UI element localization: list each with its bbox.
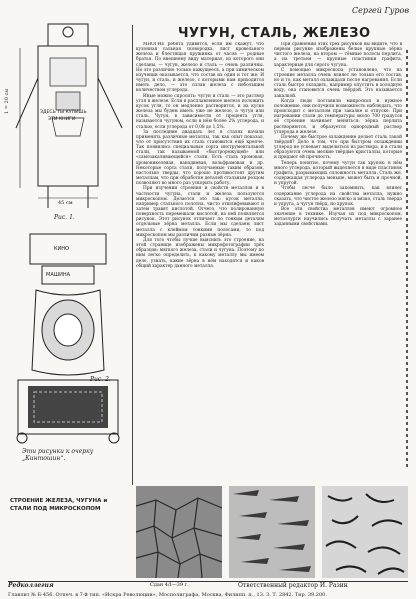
roll-label-top: КИНО [54, 246, 69, 252]
figure-1-drawing [8, 18, 130, 228]
figure-note: Эти рисунки к очерку „Кинтошин“. [22, 448, 94, 462]
footer-editor: Ответственный редактор И. Разин [238, 582, 348, 589]
micrograph-cast-iron [322, 486, 408, 578]
paragraph: При сравнении этих трёх рисунков вы видите, что в первом рисунке изображены белые крупные зёрна чистого железа, на втором — тёмные полосы перлита, а на третьем — крупные пластинки графита, характерные для серого чугуна. [274, 42, 402, 68]
micrograph-iron [136, 486, 222, 578]
dimension-vertical: 1 = 20 см [4, 88, 10, 114]
micrograph-title: СТРОЕНИЕ ЖЕЛЕЗА, ЧУГУНА и СТАЛИ ПОД МИКРОСКОПОМ [10, 498, 108, 512]
figure-2-drawing [8, 230, 130, 470]
paragraph: Для того чтобы лучше выяснить это строение, на этой странице изображены микрофотографии трёх образцов: мягкого железа, стали и чугуна. Поэтому по ним легко определить, к какому металлу мы имеем дело, узнать, какие зёрна в нём находятся и каков общий характер данного металла. [136, 237, 264, 269]
figure-1-caption: Рис. 1. [54, 214, 75, 221]
paragraph: При изучении строения и свойств металлов и в частности чугуна, стали и железа пользуются микроскопом. Делается это так: кусок металла, например стального полотна, чисто отшлифовывают и затем травят кислотой. Отчего, что полированную поверхность перемешали кислотой, на ней появляется рисунок. Этот рисунок отличает по тонким деталям отдельные зёрна металла. Если мы сделаем лист металла с клеймом тонкими полосами, то под микроскопом мы различим разные зёрна. [136, 186, 264, 238]
page-edge-dots [406, 50, 408, 470]
footer-date: Сдан 4/I—39 г. [150, 582, 189, 588]
paragraph: Почему же быстрое охлаждение делает сталь такой твёрдой? Дело в том, что при быстром охлаждении углерод не успевает выделиться из раствора, и в стали образуются очень мелкие твёрдые кристаллы, которые и придают ей прочность. [274, 134, 402, 161]
footer-rule [8, 581, 408, 582]
paragraph: За последние двадцать лет в сталях начали применять различные металлы, так как опыт показал, что от присутствия их сталь становится ещё крепче. Так появились специальные сорта инструментальной стали, так называемой «быстрорежущей» или «самозакаливающейся» стали. Есть сталь хромовая, хромоникелевая, ванадиевая, вольфрамовая и др. Некоторые сорта стали, получаемые таким образом, настолько тверды, что хорошо противостоят другим металлам, что при обработке деталей стальным резцом позволяют во много раз ускорить работу. [136, 129, 264, 187]
sign-text-bottom: ЭТИ КНИГИ [48, 117, 76, 122]
figure-2-caption: Рис. 2. [90, 376, 111, 383]
micrographs [136, 486, 408, 578]
column-divider [132, 25, 133, 485]
paragraph: Теперь понятно, почему чугун так хрупок: в нём много углерода, который выделяется в виде пластинок графита, разрывающих сплошность металла. Сталь же, содержащая углерода меньше, может быть и прочной, и упругой. [274, 160, 402, 187]
figure-2 [8, 230, 130, 470]
footer-editors: Редколлегия [8, 582, 54, 589]
paragraph: Все эти свойства металлов имеют огромное значение в технике. Изучая их под микроскопом, металлурги научились получать металлы с заранее заданными свойствами. [274, 207, 402, 228]
micrograph-steel [229, 486, 315, 578]
paragraph: С помощью микроскопа установлено, что на строение металла очень влияет не только его состав, но и то, как металл охлаждали после нагревания. Если сталь быстро охладить, например опустить в холодную воду, она становится очень твёрдой. Это называется закалкой. [274, 67, 402, 99]
paragraph: МНОГИЕ ребята удивятся, если им скажут, что кухонная сальная сковородка, лист кровельного железа и блестящая пружинка от часов — родные братья. По внешнему виду материал, из которого они сделаны, — чугун, железо и сталь — очень различны. Но это различие только кажущееся, а при химическом изучении оказывается, что состав их один и тот же. И чугун, и сталь, и железо, с которыми нам приходится иметь дело, — это сплав железа с небольшим количеством углерода. [136, 42, 264, 94]
dimension-horizontal: 45 см [58, 200, 73, 206]
article-body [136, 42, 402, 480]
figure-1 [4, 18, 130, 228]
illustrations-column [4, 18, 130, 488]
text-column-2 [274, 42, 402, 480]
author-name: Сергей Гуров [352, 6, 409, 15]
sign-text-top: ЗДЕСЬ ТЫ КУПИШЬ [40, 110, 87, 115]
text-column-1 [136, 42, 264, 480]
article-title: ЧУГУН, СТАЛЬ, ЖЕЛЕЗО [178, 26, 371, 41]
paragraph: Иные можно спросить: чугун и сталь — это раствор угля в железе. Если в расплавленное железо положить кусок угля, то он медленно растворится, и на куске железа мы будем иметь уже не железо, а чугун или сталь. Чугун, в зависимости от процента угля, называется чугуном, если в нём более 2% углерода, и сталью, если углерода от 0,08 до 1,5%. [136, 93, 264, 130]
footer-imprint: Главлит № Б-456. Отпеч. в 7-й тип. «Искра Революции», Мосполиграфа, Москва, Филипп. п., 13. З. Т. 2842. Тир. 39.200. [8, 592, 327, 598]
paragraph: Когда люди поставили микроскоп в нужное положение, они получили возможность наблюдать, что происходит с металлом при закалке и отпуске. При нагревании стали до температуры около 700 градусов её строение начинает меняться: зёрна перлита растворяются, и образуется однородный раствор углерода в железе. [274, 98, 402, 135]
roll-label-bottom: МАШИНА [46, 272, 71, 278]
paragraph: Чтобы легче было запомнить, как влияет содержание углерода на свойства металла, нужно сказать, что чистое железо мягко и вязко, сталь тверда и упруга, а чугун твёрд, но хрупок. [274, 186, 402, 207]
